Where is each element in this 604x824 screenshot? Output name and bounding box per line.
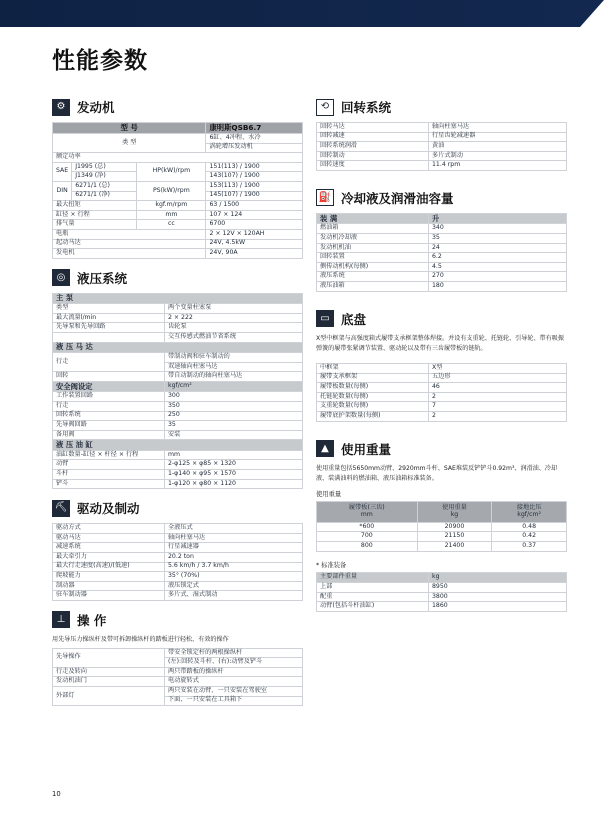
value-cell: 5.6 km/h / 3.7 km/h <box>165 562 303 572</box>
shoe-header <box>317 501 418 522</box>
row-label: 回转马达 <box>317 123 429 133</box>
track-icon: ▭ <box>316 310 334 327</box>
swing-arrows-icon: ⟲ <box>316 99 334 116</box>
value-cell: 63 / 1500 <box>206 201 303 211</box>
value-cell: *600 <box>317 522 418 532</box>
table-row <box>53 450 303 460</box>
standard-equipment-note: * 标准装备 <box>316 561 347 569</box>
top-banner <box>0 0 604 27</box>
header-line: 接地比压 <box>516 504 542 511</box>
value-cell: 1-φ120 × φ80 × 1120 <box>165 479 303 489</box>
row-label: 行走 <box>53 401 165 411</box>
drive-section-header <box>52 497 303 519</box>
row-label: 发动机机油 <box>317 243 429 253</box>
table-row <box>317 392 567 402</box>
row-label: 回转制动 <box>317 151 429 161</box>
unit-label: HP(kW)/rpm <box>137 162 206 181</box>
row-label: 发电机 <box>53 249 206 259</box>
row-label: 发动机冷却液 <box>317 234 429 244</box>
row-label: 行走 <box>53 353 165 372</box>
value-cell: 0.42 <box>492 532 567 542</box>
row-label: 外部灯 <box>53 687 165 706</box>
row-label: 回转减速 <box>317 132 429 142</box>
table-row <box>53 201 303 211</box>
row-label: 回转速度 <box>317 161 429 171</box>
table-row <box>317 234 567 244</box>
value-cell: 24V, 4.5kW <box>206 239 303 249</box>
relief-unit: kgf/cm² <box>165 381 303 392</box>
row-label: 油缸数量-缸径 × 杆径 × 行程 <box>53 450 165 460</box>
weight-description: 使用重量包括5650mm动臂、2920mm斗杆、SAE堆装反铲铲斗0.92m³、润滑油、冷却液、装满油料的燃油箱、液压油箱标准装备。 <box>316 464 558 483</box>
table-row <box>53 667 303 677</box>
undercarriage-description: X型中框架与高强度箱式履带支承框架整体焊接。并设有支重轮、托链轮、引导轮、带有吸振弹簧的履带张紧调节装置、驱动轮以及带有三齿履带板的链轨。 <box>316 334 564 353</box>
value-cell: 145(107) / 1900 <box>206 191 303 201</box>
motor-header: 液 压 马 达 <box>53 342 303 353</box>
value-cell: 两只带踏板的操纵杆 <box>165 667 303 677</box>
value-cell: 液压锁定式 <box>165 581 303 591</box>
value-cell: 1860 <box>429 602 567 612</box>
row-label: 履带支承框架 <box>317 373 429 383</box>
table-row <box>53 210 303 220</box>
value-cell: (左):回转及斗杆、(右):动臂及铲斗 <box>165 658 303 668</box>
operation-title: 操 作 <box>77 612 107 628</box>
value-cell: 2 × 12V × 120AH <box>206 229 303 239</box>
row-label: 制动器 <box>53 581 165 591</box>
table-row <box>53 411 303 421</box>
model-label: 型 号 <box>53 123 206 134</box>
value-cell: 行星齿轮减速器 <box>429 132 567 142</box>
table-row <box>317 224 567 234</box>
capacity-header-unit: 升 <box>429 213 567 224</box>
row-label: 工作装置回路 <box>53 392 165 402</box>
row-label: 配重 <box>317 592 429 602</box>
hydraulic-title: 液压系统 <box>77 270 128 286</box>
value-cell: 800 <box>317 542 418 552</box>
right-column <box>316 96 567 612</box>
table-row <box>53 562 303 572</box>
weight-title: 使用重量 <box>341 441 392 457</box>
row-label: 最大行走速度(高速)/(低速) <box>53 562 165 572</box>
engine-section-header <box>52 96 303 118</box>
value-cell: 2 × 222 <box>165 313 303 323</box>
value-cell: 107 × 124 <box>206 210 303 220</box>
value-cell: 11.4 rpm <box>429 161 567 171</box>
relief-header: 安全阀设定 <box>53 381 165 392</box>
table-row <box>53 524 303 534</box>
row-label: 燃油箱 <box>317 224 429 234</box>
value-cell: 143(107) / 1900 <box>206 172 303 182</box>
value-cell: 151(113) / 1900 <box>206 162 303 172</box>
table-row <box>317 411 567 421</box>
pump-header: 主 泵 <box>53 293 303 304</box>
weight-section-header <box>316 438 567 460</box>
row-label: 备用阀 <box>53 430 165 440</box>
table-row <box>317 522 567 532</box>
drive-title: 驱动及制动 <box>77 501 140 517</box>
weight-header <box>417 501 492 522</box>
row-label: 最大扭矩 <box>53 201 137 211</box>
table-row <box>317 123 567 133</box>
table-row <box>53 401 303 411</box>
engine-icon: ⚙ <box>52 99 70 116</box>
row-label: 驱动马达 <box>53 533 165 543</box>
row-label: 托链轮数量(每侧) <box>317 392 429 402</box>
din-label: DIN <box>53 181 72 200</box>
table-row <box>317 592 567 602</box>
table-row <box>53 323 303 333</box>
oil-can-icon: ⛽ <box>316 189 334 206</box>
row-label: 排气量 <box>53 220 137 230</box>
type-label: 类 型 <box>53 134 206 153</box>
row-label: 最大牵引力 <box>53 553 165 563</box>
value-cell: 0.48 <box>492 522 567 532</box>
table-row <box>317 532 567 542</box>
value-cell: 两个变量柱塞泵 <box>165 304 303 314</box>
left-column <box>52 96 303 706</box>
table-row <box>317 363 567 373</box>
row-label: 上部 <box>317 583 429 593</box>
table-row <box>53 333 303 343</box>
table-row <box>317 402 567 412</box>
capacity-header-label: 装 满 <box>317 213 429 224</box>
weight-header-row <box>317 501 567 522</box>
gauge-icon: ◎ <box>52 269 70 286</box>
value-cell: 3800 <box>429 592 567 602</box>
table-row <box>317 161 567 171</box>
undercarriage-table <box>316 363 567 422</box>
excavator-icon: ⛏ <box>52 500 70 517</box>
value-cell: 6700 <box>206 220 303 230</box>
value-cell: 2 <box>429 411 567 421</box>
table-row <box>53 239 303 249</box>
unit-label: kgf.m/rpm <box>137 201 206 211</box>
row-label: 动臂(包括斗杆油缸) <box>317 602 429 612</box>
row-label: 类型 <box>53 304 165 314</box>
row-label: 回转系统 <box>53 411 165 421</box>
std-label: 6271/1 (净) <box>72 191 137 201</box>
operation-section-header <box>52 609 303 631</box>
value-cell: 多片式制动 <box>429 151 567 161</box>
row-label: 缸径 × 行程 <box>53 210 137 220</box>
value-cell: 安装 <box>165 430 303 440</box>
value-cell: 180 <box>429 282 567 292</box>
table-row <box>317 583 567 593</box>
value-cell: 6.2 <box>429 253 567 263</box>
row-label: 先导泵和先导回路 <box>53 323 165 333</box>
std-label: 6271/1 (总) <box>72 181 137 191</box>
row-label: 中框架 <box>317 363 429 373</box>
table-row <box>53 353 303 363</box>
value-cell: 300 <box>165 392 303 402</box>
table-row <box>53 229 303 239</box>
row-label: 动臂 <box>53 460 165 470</box>
value-cell: 46 <box>429 383 567 393</box>
model-value: 康明斯QSB6.7 <box>206 123 303 134</box>
row-label: 行走及转向 <box>53 667 165 677</box>
table-row <box>53 533 303 543</box>
value-cell: 21150 <box>417 532 492 542</box>
undercarriage-section-header <box>316 308 567 330</box>
value-cell: 带自动制动的轴向柱塞马达 <box>165 372 303 382</box>
row-label: 驱动方式 <box>53 524 165 534</box>
value-cell: 4.5 <box>429 262 567 272</box>
component-header-label: 主要部件重量 <box>317 572 429 583</box>
header-line: 履带板(三齿) <box>348 504 385 511</box>
table-row <box>53 304 303 314</box>
hydraulic-section-header <box>52 267 303 289</box>
header-unit: kgf/cm² <box>517 510 541 518</box>
value-cell: 1-φ140 × φ95 × 1570 <box>165 470 303 480</box>
row-label: 电瓶 <box>53 229 206 239</box>
value-cell: 2 <box>429 392 567 402</box>
value-cell: 交互传感式燃油节省系统 <box>165 333 303 343</box>
drive-table <box>52 523 303 601</box>
value-cell: 行星减速器 <box>165 543 303 553</box>
table-row <box>53 553 303 563</box>
joystick-icon: ⊥ <box>52 611 70 628</box>
value-cell: 20.2 ton <box>165 553 303 563</box>
type-value: 涡轮增压发动机 <box>206 143 303 153</box>
header-unit: kg <box>450 510 459 518</box>
row-label: 爬坡能力 <box>53 572 165 582</box>
table-row <box>53 648 303 658</box>
swing-table <box>316 122 567 171</box>
engine-title: 发动机 <box>77 100 115 115</box>
value-cell: 下面、一只安装在工具箱下 <box>165 696 303 706</box>
engine-model-row <box>53 123 303 134</box>
value-cell: 电动旋转式 <box>165 677 303 687</box>
value-cell: 20900 <box>417 522 492 532</box>
row-label: 最大流量l/min <box>53 313 165 323</box>
value-cell: 带制动阀和驻车制动的 <box>165 353 303 363</box>
value-cell: 带安全锁定杆的两根操纵杆 <box>165 648 303 658</box>
unit-label: PS(kW)/rpm <box>137 181 206 200</box>
row-label <box>53 333 165 343</box>
value-cell: 齿轮泵 <box>165 323 303 333</box>
row-label: 铲斗 <box>53 479 165 489</box>
std-label: J1349 (净) <box>72 172 137 182</box>
swing-section-header <box>316 96 567 118</box>
table-row <box>317 132 567 142</box>
value-cell: 35 <box>165 421 303 431</box>
table-row <box>53 392 303 402</box>
value-cell: 0.37 <box>492 542 567 552</box>
weight-table-label: 使用重量 <box>316 490 342 498</box>
value-cell: 2-φ125 × φ85 × 1320 <box>165 460 303 470</box>
table-row <box>53 460 303 470</box>
component-header-unit: kg <box>429 572 567 583</box>
power-label: 额定功率 <box>53 153 303 163</box>
value-cell: 多片式、湿式制动 <box>165 591 303 601</box>
table-row <box>53 181 303 191</box>
table-row <box>317 253 567 263</box>
table-row <box>317 282 567 292</box>
table-row <box>53 430 303 440</box>
swing-title: 回转系统 <box>341 100 392 115</box>
undercarriage-title: 底盘 <box>341 311 367 327</box>
std-label: J1995 (总) <box>72 162 137 172</box>
row-label: 先导操作 <box>53 648 165 667</box>
value-cell: 35 <box>429 234 567 244</box>
row-label: 履带底护架数量(每侧) <box>317 411 429 421</box>
table-row <box>53 687 303 697</box>
row-label: 履带板数量(每侧) <box>317 383 429 393</box>
row-label: 发动机油门 <box>53 677 165 687</box>
row-label: 驻车制动器 <box>53 591 165 601</box>
table-row <box>317 602 567 612</box>
table-row <box>53 153 303 163</box>
unit-label: mm <box>137 210 206 220</box>
value-cell: 黄油 <box>429 142 567 152</box>
row-label: 回转系统润滑 <box>317 142 429 152</box>
row-label: 起动马达 <box>53 239 206 249</box>
table-row <box>53 543 303 553</box>
value-cell: 五边形 <box>429 373 567 383</box>
value-cell: 24V, 90A <box>206 249 303 259</box>
table-row <box>317 383 567 393</box>
operation-table <box>52 648 303 707</box>
pressure-header <box>492 501 567 522</box>
table-row <box>317 542 567 552</box>
table-row <box>53 479 303 489</box>
hydraulic-table <box>52 293 303 490</box>
value-cell: X型 <box>429 363 567 373</box>
table-row <box>317 262 567 272</box>
value-cell: 250 <box>165 411 303 421</box>
value-cell: 双速轴向柱塞马达 <box>165 362 303 372</box>
row-label: 回转装置 <box>317 253 429 263</box>
value-cell: 700 <box>317 532 418 542</box>
table-row <box>53 572 303 582</box>
table-row <box>317 272 567 282</box>
value-cell: 153(113) / 1900 <box>206 181 303 191</box>
value-cell: 340 <box>429 224 567 234</box>
capacity-section-header <box>316 187 567 209</box>
table-row <box>317 142 567 152</box>
table-row <box>317 373 567 383</box>
table-row <box>53 313 303 323</box>
value-cell: 35° (70%) <box>165 572 303 582</box>
value-cell: 8950 <box>429 583 567 593</box>
value-cell: 21400 <box>417 542 492 552</box>
row-label: 液压油箱 <box>317 282 429 292</box>
value-cell: 两只安装在动臂、一只安装在驾驶室 <box>165 687 303 697</box>
table-row <box>53 591 303 601</box>
value-cell: 轴向柱塞马达 <box>165 533 303 543</box>
row-label: 液压系统 <box>317 272 429 282</box>
table-row <box>53 581 303 591</box>
table-row <box>53 220 303 230</box>
table-row <box>53 470 303 480</box>
row-label: 侧传动机构(每侧) <box>317 262 429 272</box>
table-row <box>53 249 303 259</box>
operation-description: 用先导压力操纵杆及带可拆卸操纵杆的踏板进行轻松、有效的操作 <box>52 635 229 643</box>
value-cell: 270 <box>429 272 567 282</box>
table-row <box>53 677 303 687</box>
value-cell: mm <box>165 450 303 460</box>
weight-table <box>316 501 567 552</box>
header-line: 使用重量 <box>442 504 467 511</box>
page-title: 性能参数 <box>52 48 148 74</box>
page-number: 10 <box>52 790 61 798</box>
component-weight-table <box>316 572 567 612</box>
value-cell: 7 <box>429 402 567 412</box>
header-unit: mm <box>360 510 373 518</box>
table-row <box>53 134 303 144</box>
row-label: 支重轮数量(每侧) <box>317 402 429 412</box>
value-cell: 24 <box>429 243 567 253</box>
cylinder-header: 液 压 油 缸 <box>53 440 303 451</box>
row-label: 斗杆 <box>53 470 165 480</box>
row-label: 回转 <box>53 372 165 382</box>
table-row <box>317 243 567 253</box>
table-row <box>53 162 303 172</box>
engine-table <box>52 122 303 259</box>
capacity-title: 冷却液及润滑油容量 <box>341 190 454 206</box>
value-cell: 全液压式 <box>165 524 303 534</box>
capacity-table <box>316 213 567 292</box>
type-value: 6缸、4冲程、水冷 <box>206 134 303 144</box>
table-row <box>53 421 303 431</box>
row-label: 减速系统 <box>53 543 165 553</box>
table-row <box>53 372 303 382</box>
table-row <box>317 151 567 161</box>
weight-icon: ▲ <box>316 440 334 457</box>
unit-label: cc <box>137 220 206 230</box>
value-cell: 350 <box>165 401 303 411</box>
row-label: 先导阀回路 <box>53 421 165 431</box>
value-cell: 轴向柱塞马达 <box>429 123 567 133</box>
sae-label: SAE <box>53 162 72 181</box>
